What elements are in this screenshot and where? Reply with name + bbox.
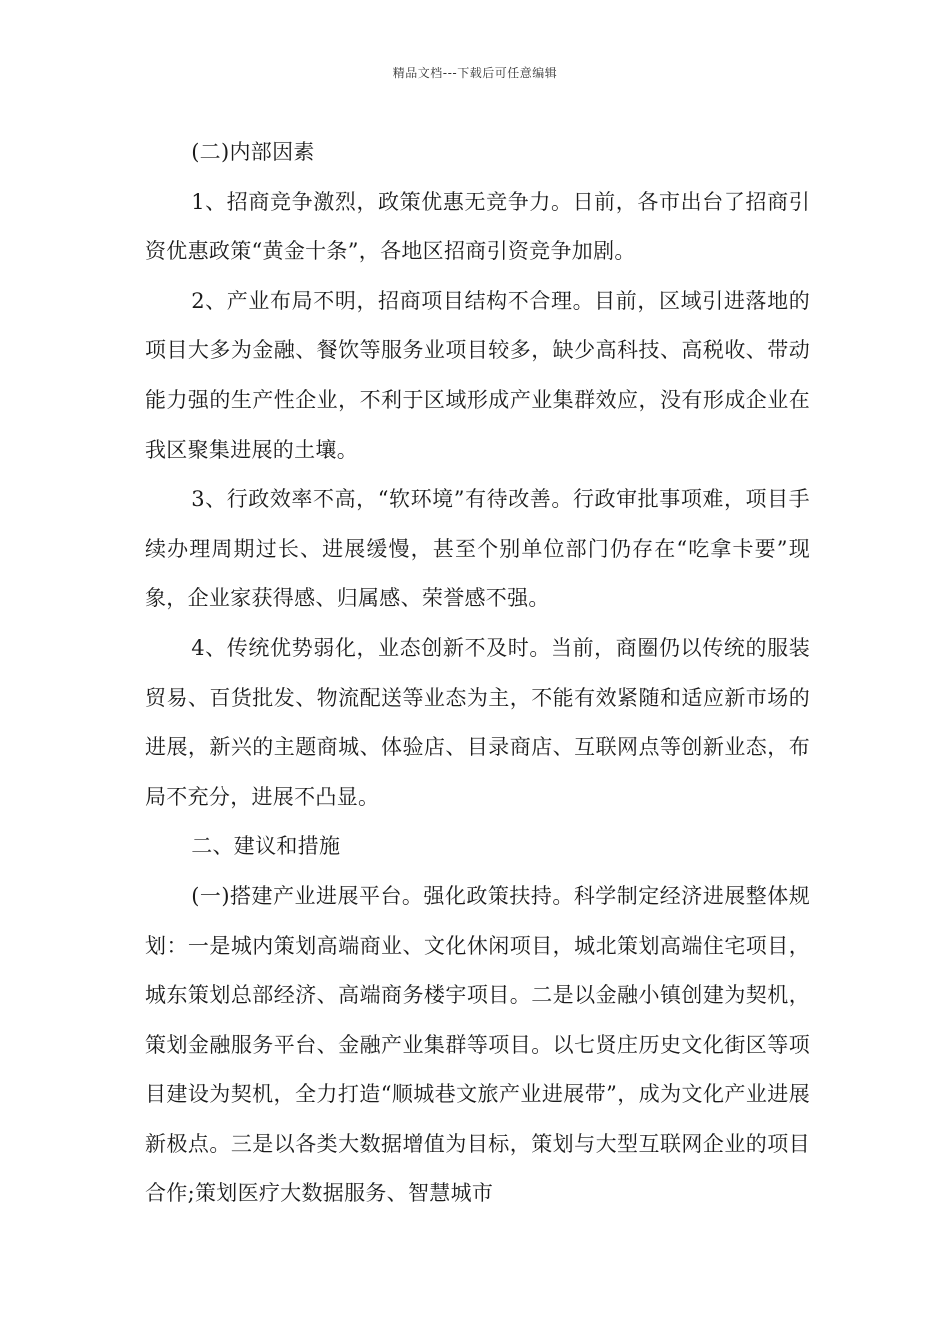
- paragraph-item-3: 3、行政效率不高，“软环境”有待改善。行政审批事项难，项目手续办理周期过长、进展缓慢，甚至个别单位部门仍存在“吃拿卡要”现象，企业家获得感、归属感、荣誉感不强。: [145, 487, 810, 611]
- section-heading-suggestions: 二、建议和措施: [191, 834, 341, 859]
- paragraph-item-2: 2、产业布局不明，招商项目结构不合理。目前，区域引进落地的项目大多为金融、餐饮等服务业项目较多，缺少高科技、高税收、带动能力强的生产性企业，不利于区域形成产业集群效应，没有形成企业在我区聚集进展的土壤。: [145, 288, 810, 462]
- paragraph-item-4: 4、传统优势弱化，业态创新不及时。当前，商圈仍以传统的服装贸易、百货批发、物流配送等业态为主，不能有效紧随和适应新市场的进展，新兴的主题商城、体验店、目录商店、互联网点等创新业态，布局不充分，进展不凸显。: [145, 635, 810, 809]
- section-heading-internal-factors: (二)内部因素: [191, 140, 315, 164]
- document-body: [145, 128, 810, 1219]
- page-header: 精品文档---下载后可任意编辑: [392, 66, 558, 80]
- paragraph-platform: (一)搭建产业进展平台。强化政策扶持。科学制定经济进展整体规划：一是城内策划高端商业、文化休闲项目，城北策划高端住宅项目，城东策划总部经济、高端商务楼宇项目。二是以金融小镇创建为契机，策划金融服务平台、金融产业集群等项目。以七贤庄历史文化街区等项目建设为契机，全力打造“顺城巷文旅产业进展带”，成为文化产业进展新极点。三是以各类大数据增值为目标，策划与大型互联网企业的项目合作;策划医疗大数据服务、智慧城市: [145, 883, 810, 1206]
- paragraph-item-1: 1、招商竞争激烈，政策优惠无竞争力。日前，各市出台了招商引资优惠政策“黄金十条”，各地区招商引资竞争加剧。: [145, 189, 810, 264]
